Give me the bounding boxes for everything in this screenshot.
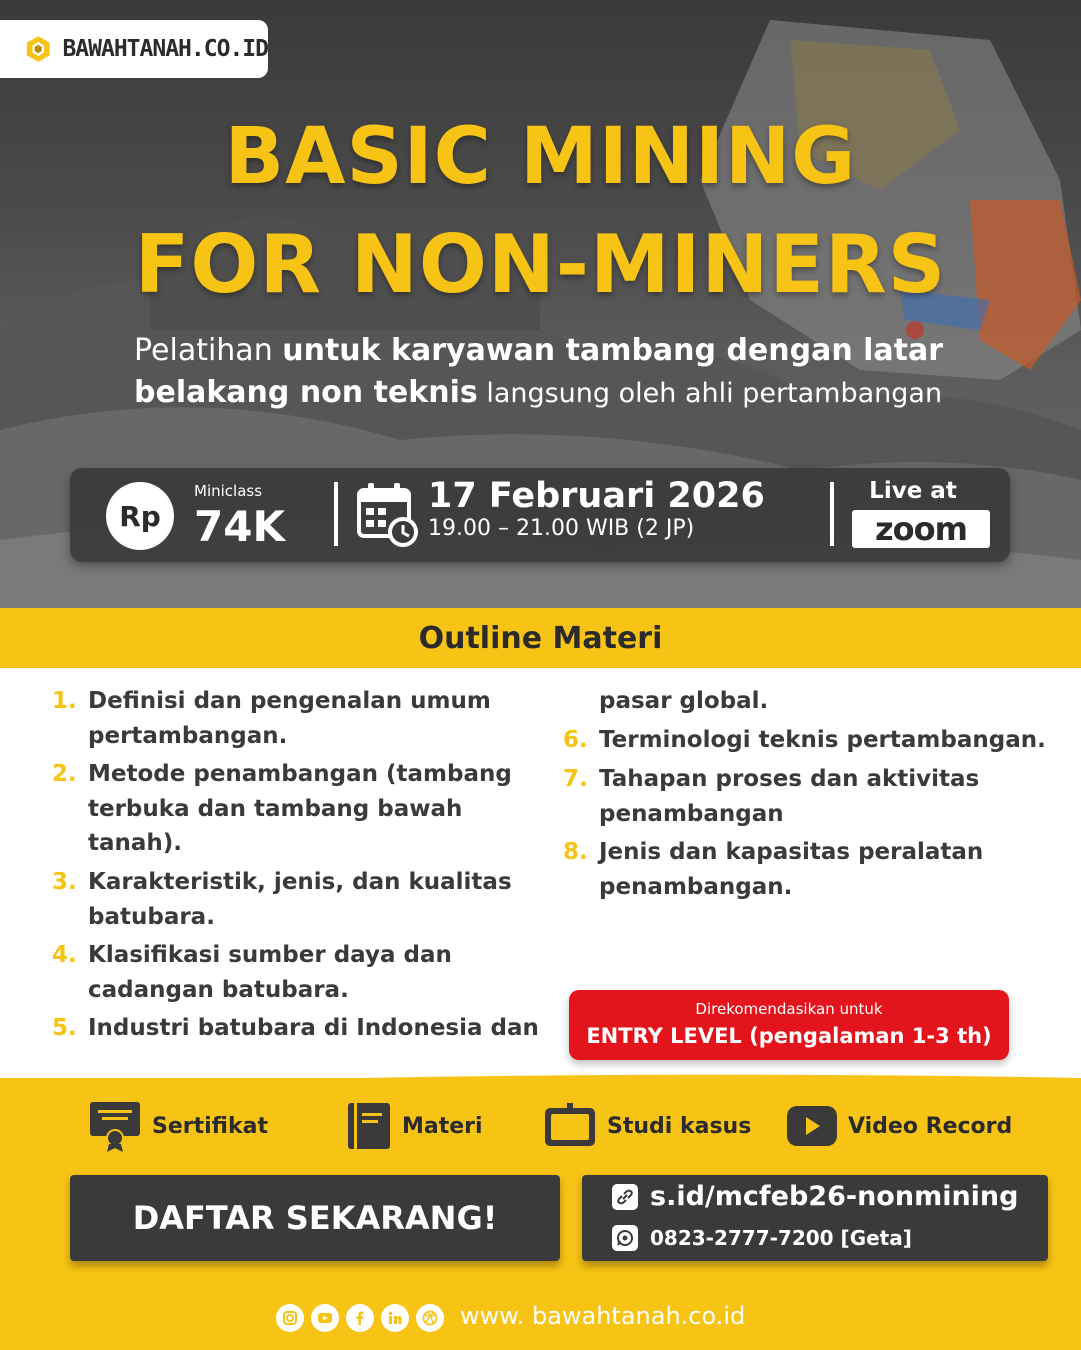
dribbble-icon[interactable] — [416, 1304, 444, 1332]
brand-hexagon-icon — [24, 29, 52, 69]
feature-label: Video Record — [848, 1113, 1013, 1139]
calendar-clock-icon — [356, 480, 418, 548]
register-button[interactable] — [70, 1175, 560, 1261]
event-date: 17 Februari 2026 — [428, 476, 765, 516]
facebook-icon[interactable] — [346, 1304, 374, 1332]
event-info-bar — [70, 468, 1010, 562]
registration-link[interactable] — [612, 1181, 1018, 1212]
item-number: 5. — [52, 1015, 77, 1041]
brand-name: BAWAHTANAH.CO.ID — [62, 36, 268, 62]
website-url[interactable]: www. bawahtanah.co.id — [460, 1302, 746, 1330]
title-line-1: BASIC MINING — [224, 112, 857, 202]
feature-materi — [346, 1100, 483, 1152]
item-number: 1. — [52, 688, 77, 714]
item-number: 8. — [563, 839, 588, 865]
list-item — [52, 1011, 552, 1046]
title-line-2: FOR NON-MINERS — [134, 218, 947, 311]
link-text: s.id/mcfeb26-nonmining — [650, 1181, 1019, 1212]
feature-label: Materi — [402, 1113, 483, 1139]
play-icon — [786, 1105, 838, 1147]
item-text: pasar global. — [599, 688, 769, 714]
outline-heading-band — [0, 608, 1081, 668]
item-text: Metode penambangan (tambang terbuka dan tambang bawah tanah). — [88, 761, 512, 856]
whatsapp-number: 0823-2777-7200 [Geta] — [650, 1226, 912, 1250]
item-number: 3. — [52, 869, 77, 895]
subtitle-line-2 — [134, 372, 994, 415]
item-number: 7. — [563, 766, 588, 792]
subtitle-bold: untuk karyawan tambang dengan latar — [282, 333, 944, 368]
event-time: 19.00 – 21.00 WIB (2 JP) — [428, 516, 695, 541]
list-item — [563, 723, 1053, 758]
price-label: Miniclass — [194, 482, 263, 500]
currency-badge: Rp — [106, 482, 174, 550]
item-text: Tahapan proses dan aktivitas penambangan — [599, 766, 980, 827]
list-item — [52, 938, 532, 1007]
live-label: Live at — [869, 478, 957, 504]
subtitle-text: Pelatihan — [134, 333, 283, 368]
item-number: 2. — [52, 761, 77, 787]
recommendation-badge — [569, 990, 1009, 1060]
item-text: Klasifikasi sumber daya dan cadangan batubara. — [88, 942, 452, 1003]
whatsapp-contact[interactable] — [612, 1225, 912, 1251]
price-value: 74K — [194, 502, 285, 551]
list-item — [52, 865, 532, 934]
recommendation-label: Direkomendasikan untuk — [695, 1000, 883, 1018]
certificate-icon — [88, 1100, 142, 1152]
divider — [830, 482, 834, 546]
whatsapp-icon — [612, 1225, 638, 1251]
list-item — [563, 762, 1003, 831]
list-item — [563, 835, 1003, 904]
item-text: Jenis dan kapasitas peralatan penambangan. — [599, 839, 984, 900]
feature-certificate — [88, 1100, 268, 1152]
hero-section — [0, 0, 1081, 610]
contact-panel — [582, 1175, 1048, 1261]
list-item — [52, 684, 532, 753]
item-number: 6. — [563, 727, 588, 753]
instagram-icon[interactable] — [276, 1304, 304, 1332]
feature-label: Studi kasus — [607, 1113, 752, 1139]
item-text: Karakteristik, jenis, dan kualitas batubara. — [88, 869, 512, 930]
item-text: Industri batubara di Indonesia dan — [88, 1015, 539, 1041]
linkedin-icon[interactable] — [381, 1304, 409, 1332]
book-icon — [346, 1101, 392, 1151]
subtitle-bold: belakang non teknis — [134, 375, 478, 410]
feature-label: Sertifikat — [152, 1113, 268, 1139]
list-item — [52, 757, 532, 861]
zoom-logo: zoom — [852, 510, 990, 548]
list-item-continuation — [563, 684, 1053, 719]
link-icon — [612, 1184, 638, 1210]
divider — [334, 482, 338, 546]
youtube-icon[interactable] — [311, 1304, 339, 1332]
outline-heading: Outline Materi — [418, 620, 663, 656]
item-text: Definisi dan pengenalan umum pertambangan. — [88, 688, 491, 749]
brand-logo[interactable] — [0, 20, 268, 78]
feature-studi-kasus — [543, 1100, 751, 1152]
register-label: DAFTAR SEKARANG! — [132, 1199, 498, 1237]
subtitle-text: langsung oleh ahli pertambangan — [477, 378, 943, 409]
item-number: 4. — [52, 942, 77, 968]
social-icons — [276, 1304, 444, 1332]
item-text: Terminologi teknis pertambangan. — [599, 727, 1046, 753]
screen-icon — [543, 1103, 597, 1149]
feature-video-record — [786, 1100, 1012, 1152]
recommendation-level: ENTRY LEVEL (pengalaman 1-3 th) — [586, 1024, 992, 1048]
subtitle-line-1 — [134, 330, 994, 372]
